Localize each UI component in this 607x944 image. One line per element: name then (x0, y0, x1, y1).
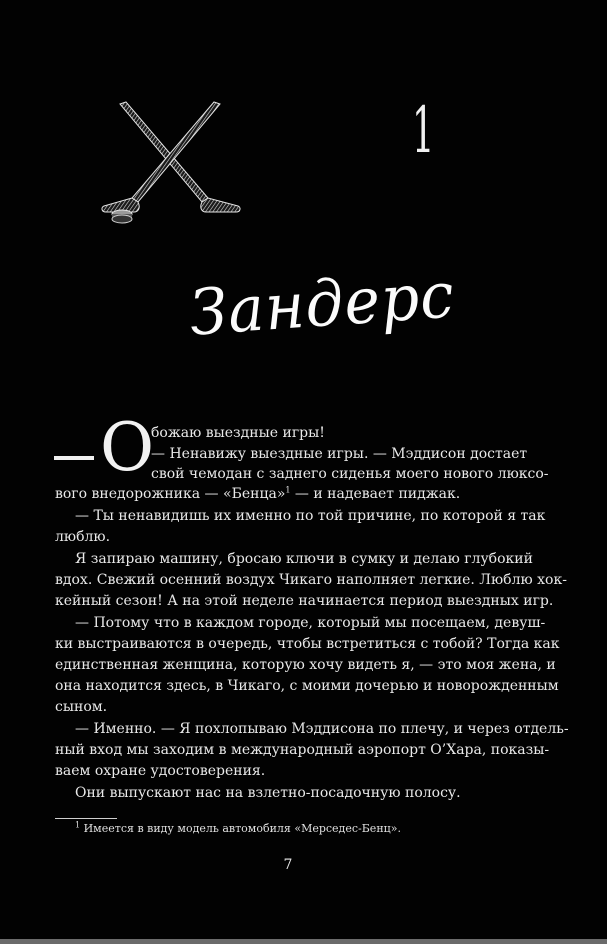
text-line: Я запираю машину, бросаю ключи в сумку и делаю глубокий (75, 551, 533, 567)
footnote (75, 822, 401, 836)
footnote-text: Имеется в виду модель автомобиля «Мерседес-Бенц». (80, 822, 401, 835)
hockey-puck (112, 210, 132, 223)
footnote-marker: 1 (285, 485, 291, 495)
dropcap-letter: О (100, 409, 155, 486)
text-line: единственная женщина, которую хочу видеть я, — это моя жена, и (55, 657, 556, 673)
text-line: — Именно. — Я похлопываю Мэддисона по плечу, и через отдель- (75, 721, 569, 737)
drop-cap (50, 409, 155, 486)
text-line: — Потому что в каждом городе, который мы посещаем, девуш- (75, 615, 546, 631)
text-line: Они выпускают нас на взлетно-посадочную полосу. (75, 785, 461, 801)
footnote-separator (55, 818, 117, 819)
footnote-number: 1 (75, 820, 81, 830)
dropcap-dash (54, 456, 94, 460)
text-line (55, 485, 460, 503)
text-span: вого внедорожника — «Бенца» (55, 486, 286, 502)
text-line: — Ты ненавидишь их именно по той причине, по которой я так (75, 508, 546, 524)
text-line: кейный сезон! А на этой неделе начинается период выездных игр. (55, 593, 554, 609)
text-line: она находится здесь, в Чикаго, с моими дочерью и новорожденным (55, 678, 559, 694)
text-line: сыном. (55, 699, 108, 715)
text-line: вдох. Свежий осенний воздух Чикаго наполняет легкие. Люблю хок- (55, 572, 567, 588)
text-line: — Ненавижу выездные игры. — Мэддисон достает (151, 446, 528, 462)
text-span: — и надевает пиджак. (290, 486, 461, 502)
text-line: божаю выездные игры! (151, 425, 325, 441)
text-line: ваем охране удостоверения. (55, 763, 266, 779)
text-line: люблю. (55, 529, 111, 545)
crossed-hockey-sticks-icon (98, 98, 244, 224)
text-line: ный вход мы заходим в международный аэропорт О’Хара, показы- (55, 742, 550, 758)
page-edge (0, 939, 607, 944)
chapter-title: Зандерс (187, 258, 458, 351)
page-number: 7 (283, 857, 293, 873)
chapter-number: 1 (412, 94, 435, 168)
text-line: ки выстраиваются в очередь, чтобы встретиться с тобой? Тогда как (55, 636, 560, 652)
text-line: свой чемодан с заднего сиденья моего нового люксо- (151, 466, 549, 482)
